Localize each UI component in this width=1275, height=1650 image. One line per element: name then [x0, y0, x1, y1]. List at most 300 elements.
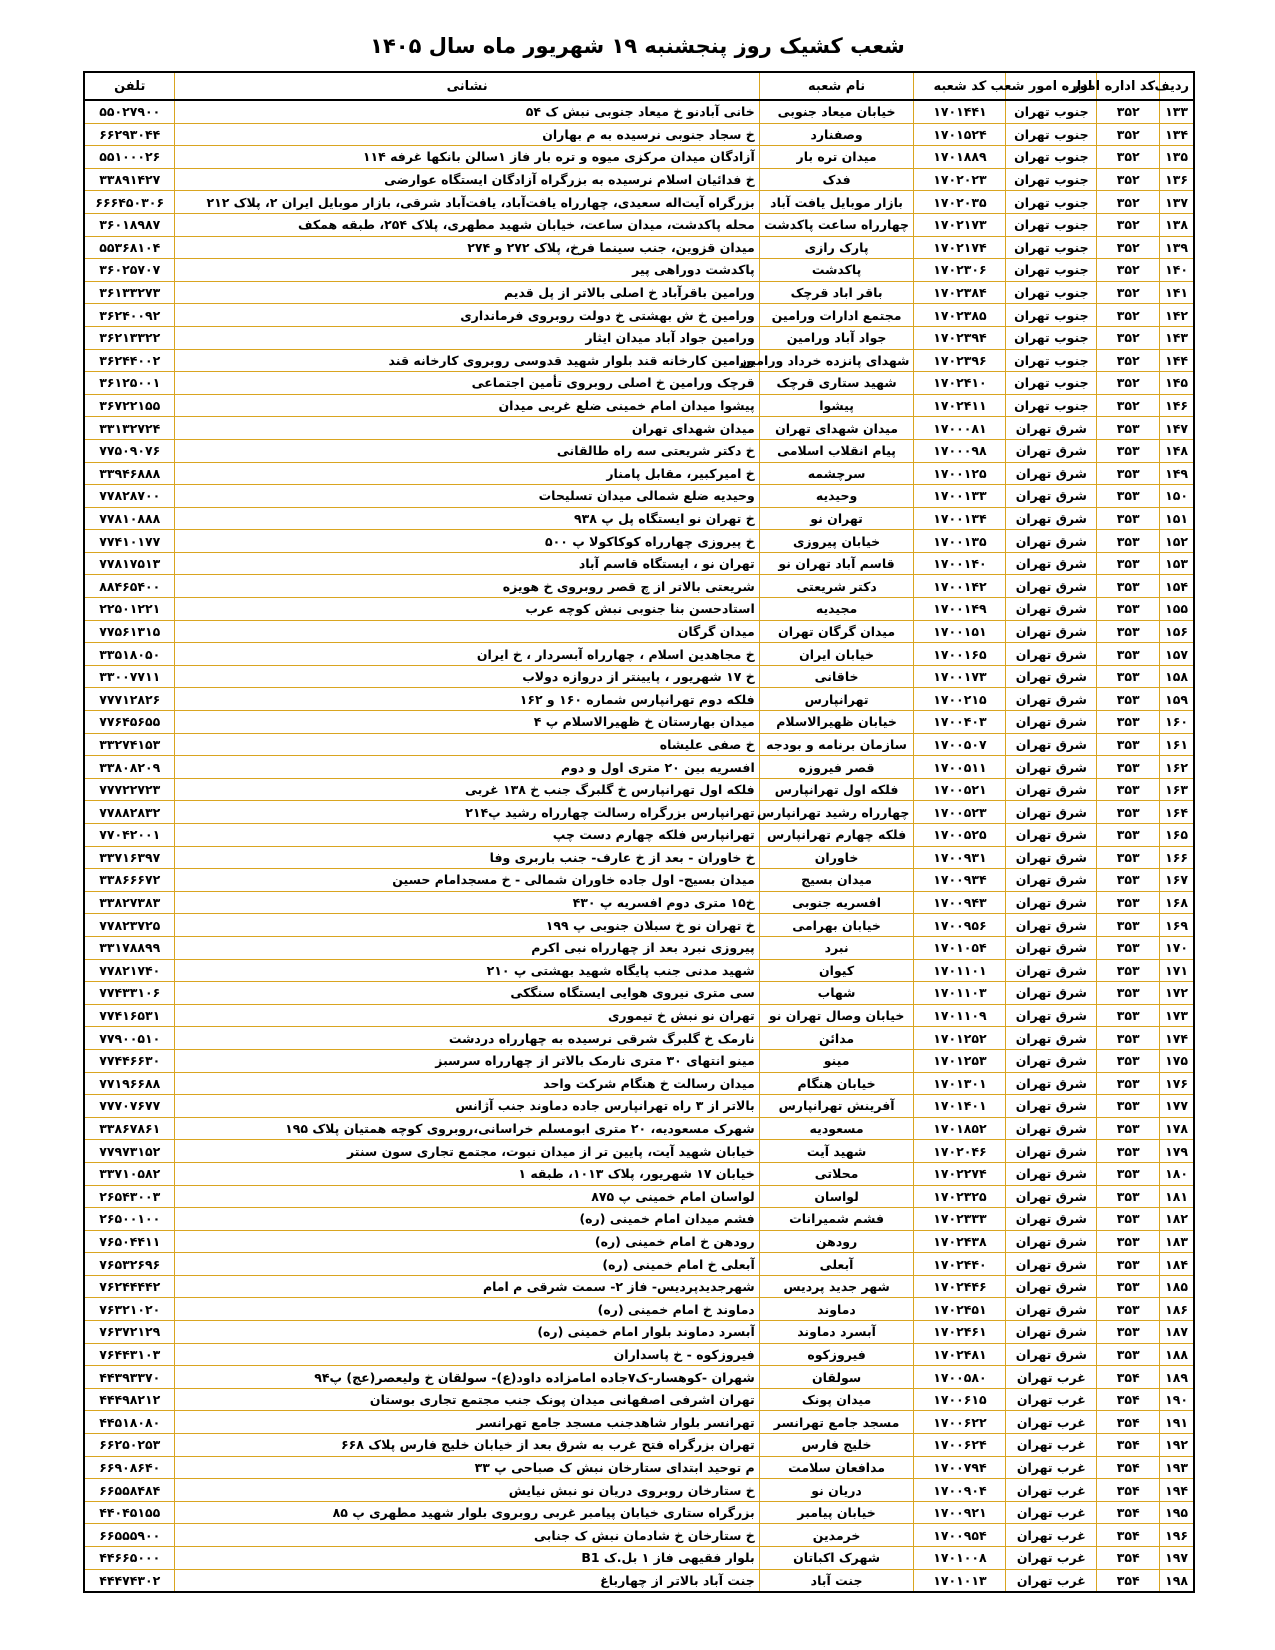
address-cell: شهرجدیدپردیس- فاز ۲- سمت شرقی م امام	[175, 1275, 759, 1298]
office-name-cell: جنوب تهران	[1006, 372, 1097, 395]
phone-cell: ۷۷۱۹۶۶۸۸	[84, 1072, 175, 1095]
table-row	[84, 665, 1194, 688]
address-cell: بالاتر از ۳ راه تهرانپارس جاده دماوند جنب آژانس	[175, 1095, 759, 1118]
branch-code-cell: ۱۷۰۰۱۴۲	[914, 575, 1006, 598]
branch-name-cell: فدک	[759, 168, 914, 191]
office-code-cell: ۳۵۳	[1097, 869, 1160, 892]
phone-cell: ۷۶۲۴۴۴۴۲	[84, 1275, 175, 1298]
office-name-cell: شرق تهران	[1006, 1117, 1097, 1140]
branch-code-cell: ۱۷۰۱۴۰۱	[914, 1095, 1006, 1118]
office-name-cell: شرق تهران	[1006, 1162, 1097, 1185]
table-row	[84, 1456, 1194, 1479]
branch-code-cell: ۱۷۰۲۴۳۸	[914, 1230, 1006, 1253]
table-row	[84, 711, 1194, 734]
office-code-cell: ۳۵۳	[1097, 1343, 1160, 1366]
branch-code-cell: ۱۷۰۱۳۰۱	[914, 1072, 1006, 1095]
table-row	[84, 236, 1194, 259]
phone-cell: ۷۶۵۰۴۴۱۱	[84, 1230, 175, 1253]
branch-code-cell: ۱۷۰۲۰۴۶	[914, 1140, 1006, 1163]
branch-code-cell: ۱۷۰۰۹۰۴	[914, 1479, 1006, 1502]
office-code-cell: ۳۵۲	[1097, 168, 1160, 191]
branch-code-cell: ۱۷۰۰۱۳۴	[914, 507, 1006, 530]
header-office: اداره امور شعب	[1006, 72, 1097, 100]
table-header	[84, 72, 1194, 100]
office-code-cell: ۳۵۲	[1097, 326, 1160, 349]
row-number-cell: ۱۶۹	[1160, 914, 1194, 937]
branch-code-cell: ۱۷۰۰۱۳۵	[914, 530, 1006, 553]
office-name-cell: شرق تهران	[1006, 507, 1097, 530]
table-row	[84, 394, 1194, 417]
table-row	[84, 1140, 1194, 1163]
phone-cell: ۲۲۵۰۱۲۲۱	[84, 598, 175, 621]
branch-name-cell: فلکه چهارم تهرانپارس	[759, 824, 914, 847]
address-cell: خ پیروزی چهارراه کوکاکولا پ ۵۰۰	[175, 530, 759, 553]
address-cell: بزرگراه آیت‌اله سعیدی، چهارراه یافت‌آباد، یافت‌آباد شرقی، بازار موبایل ایران ۲، پلاک ۲۱۲	[175, 191, 759, 214]
table-row	[84, 439, 1194, 462]
branch-name-cell: افسریه جنوبی	[759, 891, 914, 914]
office-code-cell: ۳۵۲	[1097, 281, 1160, 304]
table-row	[84, 959, 1194, 982]
phone-cell: ۷۷۴۱۰۱۷۷	[84, 530, 175, 553]
office-name-cell: شرق تهران	[1006, 1027, 1097, 1050]
branch-code-cell: ۱۷۰۲۳۹۶	[914, 349, 1006, 372]
branch-name-cell: مسجد جامع تهرانسر	[759, 1411, 914, 1434]
phone-cell: ۳۶۲۱۳۳۲۲	[84, 326, 175, 349]
row-number-cell: ۱۴۱	[1160, 281, 1194, 304]
office-name-cell: شرق تهران	[1006, 688, 1097, 711]
office-name-cell: شرق تهران	[1006, 1321, 1097, 1344]
branch-name-cell: تهرانپارس	[759, 688, 914, 711]
address-cell: میدان شهدای تهران	[175, 417, 759, 440]
row-number-cell: ۱۹۶	[1160, 1524, 1194, 1547]
office-name-cell: شرق تهران	[1006, 801, 1097, 824]
phone-cell: ۳۶۰۱۸۹۸۷	[84, 213, 175, 236]
branch-name-cell: میدان پونک	[759, 1388, 914, 1411]
address-cell: خ۱۵ متری دوم افسریه پ ۴۳۰	[175, 891, 759, 914]
branch-code-cell: ۱۷۰۲۴۴۶	[914, 1275, 1006, 1298]
office-code-cell: ۳۵۲	[1097, 123, 1160, 146]
address-cell: محله پاکدشت، میدان ساعت، خیابان شهید مطهری، پلاک ۲۵۴، طبقه همکف	[175, 213, 759, 236]
row-number-cell: ۱۷۰	[1160, 936, 1194, 959]
branch-name-cell: جنت آباد	[759, 1569, 914, 1592]
phone-cell: ۷۷۰۴۲۰۰۱	[84, 824, 175, 847]
row-number-cell: ۱۷۲	[1160, 982, 1194, 1005]
phone-cell: ۳۳۸۰۸۲۰۹	[84, 756, 175, 779]
office-name-cell: غرب تهران	[1006, 1501, 1097, 1524]
table-row	[84, 552, 1194, 575]
office-code-cell: ۳۵۴	[1097, 1501, 1160, 1524]
branch-code-cell: ۱۷۰۰۱۳۳	[914, 485, 1006, 508]
branch-code-cell: ۱۷۰۰۹۲۱	[914, 1501, 1006, 1524]
row-number-cell: ۱۴۶	[1160, 394, 1194, 417]
row-number-cell: ۱۸۸	[1160, 1343, 1194, 1366]
row-number-cell: ۱۹۴	[1160, 1479, 1194, 1502]
phone-cell: ۷۶۵۳۲۶۹۶	[84, 1253, 175, 1276]
office-code-cell: ۳۵۳	[1097, 1117, 1160, 1140]
row-number-cell: ۱۳۳	[1160, 100, 1194, 123]
office-name-cell: شرق تهران	[1006, 417, 1097, 440]
table-body	[84, 100, 1194, 1592]
phone-cell: ۶۶۵۵۸۴۸۴	[84, 1479, 175, 1502]
branch-name-cell: خیابان بهرامی	[759, 914, 914, 937]
branch-name-cell: نبرد	[759, 936, 914, 959]
table-row	[84, 213, 1194, 236]
row-number-cell: ۱۳۸	[1160, 213, 1194, 236]
office-code-cell: ۳۵۳	[1097, 417, 1160, 440]
table-row	[84, 1524, 1194, 1547]
table-row	[84, 530, 1194, 553]
branch-code-cell: ۱۷۰۲۴۵۱	[914, 1298, 1006, 1321]
office-name-cell: غرب تهران	[1006, 1388, 1097, 1411]
table-row	[84, 1343, 1194, 1366]
office-code-cell: ۳۵۴	[1097, 1547, 1160, 1570]
table-row	[84, 462, 1194, 485]
office-name-cell: شرق تهران	[1006, 1275, 1097, 1298]
table-row	[84, 846, 1194, 869]
office-name-cell: شرق تهران	[1006, 733, 1097, 756]
office-code-cell: ۳۵۴	[1097, 1411, 1160, 1434]
office-code-cell: ۳۵۲	[1097, 372, 1160, 395]
phone-cell: ۷۷۸۲۳۷۲۵	[84, 914, 175, 937]
branch-name-cell: شهید آیت	[759, 1140, 914, 1163]
office-code-cell: ۳۵۳	[1097, 620, 1160, 643]
table-row	[84, 507, 1194, 530]
phone-cell: ۷۷۸۱۷۵۱۳	[84, 552, 175, 575]
row-number-cell: ۱۸۶	[1160, 1298, 1194, 1321]
phone-cell: ۴۴۴۹۸۲۱۲	[84, 1388, 175, 1411]
branch-code-cell: ۱۷۰۰۱۲۵	[914, 462, 1006, 485]
office-name-cell: شرق تهران	[1006, 598, 1097, 621]
branch-code-cell: ۱۷۰۰۶۱۵	[914, 1388, 1006, 1411]
address-cell: تهران نو ، ایستگاه قاسم آباد	[175, 552, 759, 575]
office-code-cell: ۳۵۲	[1097, 146, 1160, 169]
table-row	[84, 259, 1194, 282]
branch-code-cell: ۱۷۰۲۳۲۵	[914, 1185, 1006, 1208]
office-name-cell: شرق تهران	[1006, 1343, 1097, 1366]
office-name-cell: شرق تهران	[1006, 665, 1097, 688]
address-cell: بزرگراه ستاری خیابان پیامبر غربی روبروی بلوار شهید مطهری پ ۸۵	[175, 1501, 759, 1524]
address-cell: میدان بهارستان خ ظهیرالاسلام پ ۴	[175, 711, 759, 734]
row-number-cell: ۱۹۵	[1160, 1501, 1194, 1524]
branch-code-cell: ۱۷۰۰۰۹۸	[914, 439, 1006, 462]
table-row	[84, 688, 1194, 711]
phone-cell: ۷۷۶۴۵۶۵۵	[84, 711, 175, 734]
row-number-cell: ۱۶۳	[1160, 778, 1194, 801]
row-number-cell: ۱۴۹	[1160, 462, 1194, 485]
phone-cell: ۷۶۳۷۲۱۲۹	[84, 1321, 175, 1344]
office-name-cell: شرق تهران	[1006, 1072, 1097, 1095]
row-number-cell: ۱۷۶	[1160, 1072, 1194, 1095]
table-row	[84, 1004, 1194, 1027]
row-number-cell: ۱۵۲	[1160, 530, 1194, 553]
phone-cell: ۳۳۱۳۲۷۲۴	[84, 417, 175, 440]
address-cell: میدان قزوین، جنب سینما فرخ، پلاک ۲۷۲ و ۲۷۴	[175, 236, 759, 259]
phone-cell: ۳۳۸۲۷۳۸۳	[84, 891, 175, 914]
address-cell: لواسان امام خمینی پ ۸۷۵	[175, 1185, 759, 1208]
office-name-cell: جنوب تهران	[1006, 146, 1097, 169]
address-cell: خ خاوران - بعد از خ عارف- جنب باربری وفا	[175, 846, 759, 869]
branch-code-cell: ۱۷۰۰۰۸۱	[914, 417, 1006, 440]
branch-name-cell: آبعلی	[759, 1253, 914, 1276]
office-name-cell: شرق تهران	[1006, 982, 1097, 1005]
office-code-cell: ۳۵۳	[1097, 1027, 1160, 1050]
table-row	[84, 1321, 1194, 1344]
branch-code-cell: ۱۷۰۰۹۵۴	[914, 1524, 1006, 1547]
table-row	[84, 891, 1194, 914]
table-row	[84, 598, 1194, 621]
table-row	[84, 1366, 1194, 1389]
address-cell: شهید مدنی جنب پایگاه شهید بهشتی پ ۲۱۰	[175, 959, 759, 982]
branch-name-cell: مینو	[759, 1049, 914, 1072]
phone-cell: ۷۷۴۴۶۶۳۰	[84, 1049, 175, 1072]
table-row	[84, 801, 1194, 824]
office-code-cell: ۳۵۴	[1097, 1524, 1160, 1547]
phone-cell: ۵۵۳۶۸۱۰۴	[84, 236, 175, 259]
branch-name-cell: وحیدیه	[759, 485, 914, 508]
phone-cell: ۳۳۷۱۰۵۸۲	[84, 1162, 175, 1185]
office-name-cell: غرب تهران	[1006, 1479, 1097, 1502]
row-number-cell: ۱۹۲	[1160, 1434, 1194, 1457]
branch-name-cell: شهر جدید پردیس	[759, 1275, 914, 1298]
office-code-cell: ۳۵۳	[1097, 552, 1160, 575]
branch-code-cell: ۱۷۰۲۴۱۱	[914, 394, 1006, 417]
phone-cell: ۳۶۲۴۴۰۰۲	[84, 349, 175, 372]
office-code-cell: ۳۵۳	[1097, 891, 1160, 914]
office-code-cell: ۳۵۲	[1097, 349, 1160, 372]
office-code-cell: ۳۵۳	[1097, 982, 1160, 1005]
office-code-cell: ۳۵۳	[1097, 575, 1160, 598]
address-cell: خ امیرکبیر، مقابل پامنار	[175, 462, 759, 485]
table-row	[84, 1162, 1194, 1185]
branch-name-cell: آبسرد دماوند	[759, 1321, 914, 1344]
address-cell: شهرک مسعودیه، ۲۰ متری ابومسلم خراسانی،روبروی کوچه همتیان پلاک ۱۹۵	[175, 1117, 759, 1140]
row-number-cell: ۱۶۶	[1160, 846, 1194, 869]
row-number-cell: ۱۵۵	[1160, 598, 1194, 621]
branch-code-cell: ۱۷۰۰۵۲۱	[914, 778, 1006, 801]
row-number-cell: ۱۷۳	[1160, 1004, 1194, 1027]
address-cell: ورامین جواد آباد میدان ایثار	[175, 326, 759, 349]
office-code-cell: ۳۵۳	[1097, 1275, 1160, 1298]
office-name-cell: شرق تهران	[1006, 462, 1097, 485]
phone-cell: ۳۶۱۳۳۲۷۳	[84, 281, 175, 304]
branch-name-cell: سرچشمه	[759, 462, 914, 485]
row-number-cell: ۱۵۹	[1160, 688, 1194, 711]
office-code-cell: ۳۵۳	[1097, 733, 1160, 756]
address-cell: سی متری نیروی هوایی ایستگاه سنگکی	[175, 982, 759, 1005]
branch-code-cell: ۱۷۰۲۰۲۳	[914, 168, 1006, 191]
phone-cell: ۲۶۵۴۳۰۰۳	[84, 1185, 175, 1208]
office-name-cell: شرق تهران	[1006, 1230, 1097, 1253]
branch-code-cell: ۱۷۰۱۸۸۹	[914, 146, 1006, 169]
branch-name-cell: مجتمع ادارات ورامین	[759, 304, 914, 327]
phone-cell: ۳۶۲۴۰۰۹۲	[84, 304, 175, 327]
address-cell: تهران نو نبش خ تیموری	[175, 1004, 759, 1027]
office-name-cell: غرب تهران	[1006, 1366, 1097, 1389]
branch-code-cell: ۱۷۰۰۶۲۴	[914, 1434, 1006, 1457]
row-number-cell: ۱۹۸	[1160, 1569, 1194, 1592]
office-name-cell: شرق تهران	[1006, 575, 1097, 598]
branch-name-cell: خرمدین	[759, 1524, 914, 1547]
branch-name-cell: خیابان میعاد جنوبی	[759, 100, 914, 123]
branch-code-cell: ۱۷۰۰۱۵۱	[914, 620, 1006, 643]
row-number-cell: ۱۵۶	[1160, 620, 1194, 643]
office-code-cell: ۳۵۳	[1097, 959, 1160, 982]
branch-name-cell: سازمان برنامه و بودجه	[759, 733, 914, 756]
office-name-cell: جنوب تهران	[1006, 304, 1097, 327]
office-name-cell: جنوب تهران	[1006, 123, 1097, 146]
row-number-cell: ۱۴۴	[1160, 349, 1194, 372]
header-address: نشانی	[175, 72, 759, 100]
branch-name-cell: فشم شمیرانات	[759, 1208, 914, 1231]
address-cell: مینو انتهای ۳۰ متری نارمک بالاتر از چهارراه سرسبز	[175, 1049, 759, 1072]
branch-code-cell: ۱۷۰۲۳۸۵	[914, 304, 1006, 327]
table-row	[84, 146, 1194, 169]
office-name-cell: شرق تهران	[1006, 439, 1097, 462]
branch-name-cell: آفرینش تهرانپارس	[759, 1095, 914, 1118]
branch-name-cell: شهدای پانزده خرداد ورامین	[759, 349, 914, 372]
office-code-cell: ۳۵۳	[1097, 598, 1160, 621]
phone-cell: ۶۶۹۰۸۶۴۰	[84, 1456, 175, 1479]
branch-name-cell: دکتر شریعتی	[759, 575, 914, 598]
branch-code-cell: ۱۷۰۲۳۰۶	[914, 259, 1006, 282]
branch-name-cell: محلاتی	[759, 1162, 914, 1185]
row-number-cell: ۱۶۴	[1160, 801, 1194, 824]
branch-name-cell: پیشوا	[759, 394, 914, 417]
address-cell: خانی آبادنو خ میعاد جنوبی نبش ک ۵۴	[175, 100, 759, 123]
office-name-cell: شرق تهران	[1006, 891, 1097, 914]
office-code-cell: ۳۵۳	[1097, 824, 1160, 847]
office-name-cell: شرق تهران	[1006, 1253, 1097, 1276]
branch-code-cell: ۱۷۰۰۴۰۳	[914, 711, 1006, 734]
address-cell: خ مجاهدین اسلام ، چهارراه آبسردار ، خ ایران	[175, 643, 759, 666]
branch-name-cell: بازار موبایل یافت آباد	[759, 191, 914, 214]
address-cell: فلکه اول تهرانپارس خ گلبرگ جنب خ ۱۳۸ غربی	[175, 778, 759, 801]
office-name-cell: غرب تهران	[1006, 1569, 1097, 1592]
branch-code-cell: ۱۷۰۰۱۴۰	[914, 552, 1006, 575]
office-code-cell: ۳۵۳	[1097, 1072, 1160, 1095]
branch-name-cell: چهارراه ساعت پاکدشت	[759, 213, 914, 236]
office-name-cell: شرق تهران	[1006, 552, 1097, 575]
table-row	[84, 869, 1194, 892]
phone-cell: ۷۷۴۱۶۵۳۱	[84, 1004, 175, 1027]
phone-cell: ۵۵۱۰۰۰۲۶	[84, 146, 175, 169]
branch-name-cell: میدان تره بار	[759, 146, 914, 169]
row-number-cell: ۱۶۷	[1160, 869, 1194, 892]
branch-code-cell: ۱۷۰۰۵۱۱	[914, 756, 1006, 779]
phone-cell: ۷۷۷۲۲۷۲۳	[84, 778, 175, 801]
row-number-cell: ۱۷۴	[1160, 1027, 1194, 1050]
office-code-cell: ۳۵۳	[1097, 1049, 1160, 1072]
table-row	[84, 281, 1194, 304]
table-row	[84, 326, 1194, 349]
row-number-cell: ۱۵۷	[1160, 643, 1194, 666]
office-name-cell: جنوب تهران	[1006, 349, 1097, 372]
phone-cell: ۳۳۸۹۱۴۲۷	[84, 168, 175, 191]
office-name-cell: شرق تهران	[1006, 643, 1097, 666]
address-cell: خ تهران نو خ سبلان جنوبی پ ۱۹۹	[175, 914, 759, 937]
table-row	[84, 1388, 1194, 1411]
row-number-cell: ۱۷۱	[1160, 959, 1194, 982]
office-code-cell: ۳۵۳	[1097, 439, 1160, 462]
branch-code-cell: ۱۷۰۱۱۰۱	[914, 959, 1006, 982]
office-code-cell: ۳۵۳	[1097, 914, 1160, 937]
table-row	[84, 1027, 1194, 1050]
row-number-cell: ۱۳۷	[1160, 191, 1194, 214]
phone-cell: ۳۳۸۶۷۸۶۱	[84, 1117, 175, 1140]
table-row	[84, 778, 1194, 801]
office-name-cell: شرق تهران	[1006, 1004, 1097, 1027]
row-number-cell: ۱۵۰	[1160, 485, 1194, 508]
row-number-cell: ۱۳۴	[1160, 123, 1194, 146]
branch-name-cell: میدان گرگان تهران	[759, 620, 914, 643]
office-code-cell: ۳۵۳	[1097, 711, 1160, 734]
table-row	[84, 1298, 1194, 1321]
office-code-cell: ۳۵۳	[1097, 1208, 1160, 1231]
branch-name-cell: سولقان	[759, 1366, 914, 1389]
phone-cell: ۷۶۳۲۱۰۲۰	[84, 1298, 175, 1321]
office-name-cell: جنوب تهران	[1006, 100, 1097, 123]
phone-cell: ۷۷۸۸۲۸۳۲	[84, 801, 175, 824]
branch-code-cell: ۱۷۰۰۱۶۵	[914, 643, 1006, 666]
office-name-cell: شرق تهران	[1006, 936, 1097, 959]
header-office-code: کد اداره امور	[1097, 72, 1160, 100]
branch-code-cell: ۱۷۰۰۱۷۳	[914, 665, 1006, 688]
row-number-cell: ۱۸۰	[1160, 1162, 1194, 1185]
branch-code-cell: ۱۷۰۱۱۰۹	[914, 1004, 1006, 1027]
table-row	[84, 1479, 1194, 1502]
address-cell: میدان گرگان	[175, 620, 759, 643]
branch-code-cell: ۱۷۰۲۱۷۳	[914, 213, 1006, 236]
branch-code-cell: ۱۷۰۲۳۹۴	[914, 326, 1006, 349]
row-number-cell: ۱۵۸	[1160, 665, 1194, 688]
branch-code-cell: ۱۷۰۲۴۱۰	[914, 372, 1006, 395]
branch-code-cell: ۱۷۰۰۹۵۶	[914, 914, 1006, 937]
phone-cell: ۷۷۹۷۳۱۵۲	[84, 1140, 175, 1163]
address-cell: خ فدائیان اسلام نرسیده به بزرگراه آزادگان ایستگاه عوارضی	[175, 168, 759, 191]
branch-name-cell: لواسان	[759, 1185, 914, 1208]
phone-cell: ۳۳۵۱۸۰۵۰	[84, 643, 175, 666]
address-cell: تهرانپارس بزرگراه رسالت چهارراه رشید پ۲۱۴	[175, 801, 759, 824]
row-number-cell: ۱۸۷	[1160, 1321, 1194, 1344]
row-number-cell: ۱۹۷	[1160, 1547, 1194, 1570]
branch-code-cell: ۱۷۰۱۵۲۴	[914, 123, 1006, 146]
header-branch-code: کد شعبه	[914, 72, 1006, 100]
office-code-cell: ۳۵۲	[1097, 394, 1160, 417]
phone-cell: ۳۳۲۷۴۱۵۳	[84, 733, 175, 756]
office-code-cell: ۳۵۳	[1097, 846, 1160, 869]
branch-code-cell: ۱۷۰۰۹۳۱	[914, 846, 1006, 869]
office-name-cell: شرق تهران	[1006, 1298, 1097, 1321]
branch-code-cell: ۱۷۰۲۱۷۴	[914, 236, 1006, 259]
address-cell: شهران -کوهسار-ک۷جاده امامزاده داود(ع)- سولقان خ ولیعصر(عج) پ۹۴	[175, 1366, 759, 1389]
phone-cell: ۷۷۷۰۷۶۷۷	[84, 1095, 175, 1118]
row-number-cell: ۱۷۸	[1160, 1117, 1194, 1140]
phone-cell: ۴۴۰۴۵۱۵۵	[84, 1501, 175, 1524]
address-cell: پاکدشت دوراهی پیر	[175, 259, 759, 282]
office-name-cell: جنوب تهران	[1006, 281, 1097, 304]
branch-code-cell: ۱۷۰۲۳۳۳	[914, 1208, 1006, 1231]
phone-cell: ۲۶۵۰۰۱۰۰	[84, 1208, 175, 1231]
table-row	[84, 1569, 1194, 1592]
address-cell: خ سجاد جنوبی نرسیده به م بهاران	[175, 123, 759, 146]
address-cell: پیروزی نبرد بعد از چهارراه نبی اکرم	[175, 936, 759, 959]
office-code-cell: ۳۵۳	[1097, 1140, 1160, 1163]
row-number-cell: ۱۶۱	[1160, 733, 1194, 756]
phone-cell: ۳۳۷۱۶۳۹۷	[84, 846, 175, 869]
branch-code-cell: ۱۷۰۰۱۴۹	[914, 598, 1006, 621]
row-number-cell: ۱۵۴	[1160, 575, 1194, 598]
row-number-cell: ۱۹۱	[1160, 1411, 1194, 1434]
